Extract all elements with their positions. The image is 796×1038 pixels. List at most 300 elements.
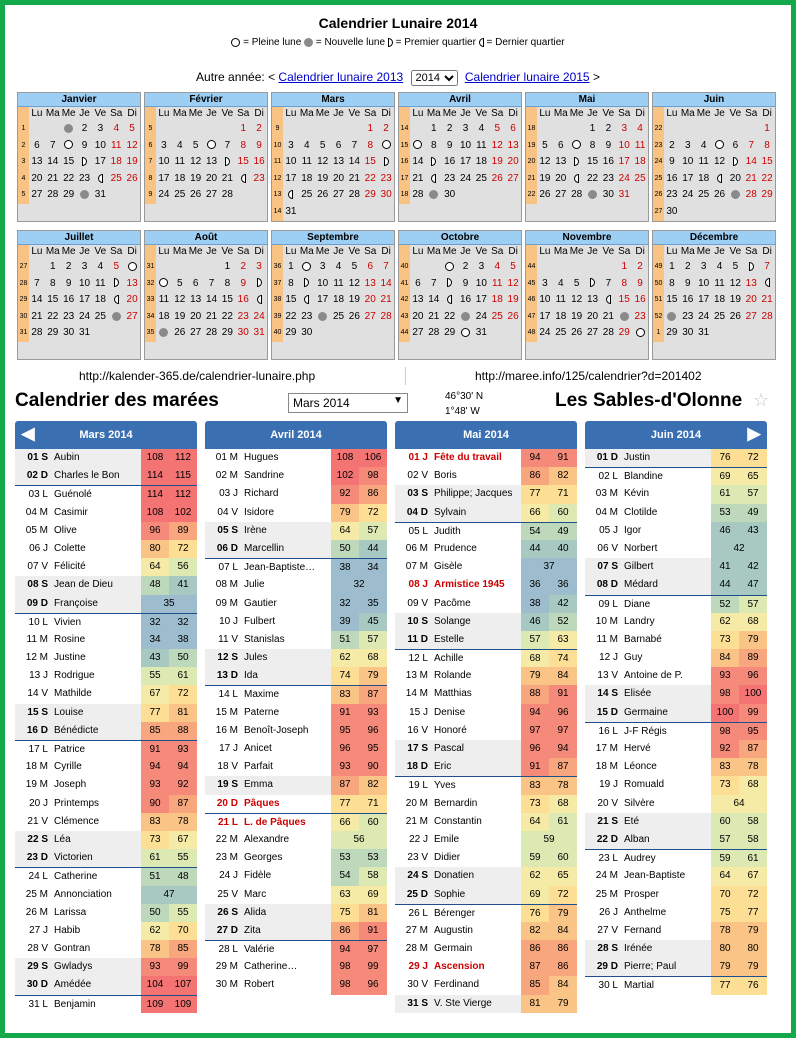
tide-coef: 98 [331,958,359,976]
day-cell [727,204,743,221]
day-cell: 28 [745,189,757,201]
tide-coef: 93 [359,704,387,722]
tide-coef: 86 [521,467,549,485]
day-cell: 4 [335,261,342,272]
day-cell: 16 [682,294,694,306]
tide-coef: 73 [711,631,739,649]
day-cell: 23 [253,172,265,184]
prev-year-link[interactable]: Calendrier lunaire 2013 [278,70,404,84]
day-cell: 26 [507,310,519,322]
day-cell: 8 [224,277,231,289]
day-cell [188,121,204,138]
tide-coef: 93 [141,958,169,976]
week-number: 39 [272,309,283,326]
lunar-month-6: Juin Lu Ma Me Je Ve Sa Di 22 1 23 2 3 4 6 7 8 24 9 10 11 12 14 15 25 16 17 18 20 21 22 26 23 24 25 26 28 29 27 30 [652,92,776,222]
tide-row [15,631,197,649]
week-number: 7 [145,154,156,171]
week-number: 45 [526,276,537,293]
tide-coef: 93 [169,741,197,758]
day-cell [156,325,172,342]
tide-row [205,649,387,667]
lunar-month-1: Janvier Lu Ma Me Je Ve Sa Di 1 2 3 4 5 2 6 7 9 10 11 12 3 13 14 15 17 18 19 4 20 21 22 23 25 26 5 27 28 29 31 [17,92,141,222]
week-number: 36 [272,259,283,276]
saint-name: Emma [244,779,273,791]
lunar-month-name: Juin [653,93,775,107]
tide-date: 03 M [595,488,618,500]
tide-row [205,667,387,685]
day-cell: 22 [47,310,59,322]
tide-coef: 87 [331,776,359,794]
tide-date: 21 M [405,815,428,827]
day-cell [458,187,474,204]
day-cell [188,259,204,276]
week-number: 30 [18,309,29,326]
tide-date: 25 M [595,888,618,900]
saint-name: Léa [54,833,71,845]
week-number: 28 [18,276,29,293]
tide-date: 11 V [218,633,238,645]
saint-name: Barnabé [624,633,662,645]
week-number: 25 [653,171,664,188]
day-cell: 9 [81,139,88,151]
tide-row [205,958,387,976]
day-cell: 19 [190,172,202,184]
day-cell [489,187,505,204]
full-moon-icon [413,140,422,149]
saint-name: Solange [434,615,471,627]
day-cell: 12 [729,277,741,289]
tide-date: 30 L [598,980,618,992]
tide-coef: 95 [359,740,387,758]
week-number: 44 [526,259,537,276]
day-cell [585,259,601,276]
day-cell: 15 [666,294,678,306]
tide-coef: 61 [141,849,169,867]
tide-coef: 46 [521,613,549,631]
day-cell: 1 [288,261,294,272]
day-cell [727,325,743,342]
day-cell: 21 [761,294,773,306]
tide-date: 19 J [599,779,618,791]
day-cell: 31 [285,205,297,217]
tide-coef: 96 [359,722,387,740]
day-cell [283,121,299,138]
day-cell: 30 [682,327,694,339]
day-cell: 29 [761,189,773,201]
day-cell [632,325,648,342]
saint-name: Victorien [54,852,93,864]
page [5,5,791,1033]
saint-name: Joseph [54,779,87,791]
day-cell: 9 [605,139,612,151]
day-cell: 13 [364,277,376,289]
tide-date: 04 D [406,506,428,518]
day-cell: 19 [126,156,138,168]
tide-row [205,595,387,613]
tide-row [15,704,197,722]
day-cell: 24 [698,310,710,322]
saint-name: Aubin [54,452,80,463]
next-year-link[interactable]: Calendrier lunaire 2015 [464,70,590,84]
day-cell: 2 [605,123,612,134]
tide-coef: 79 [739,958,767,976]
saint-name: Philippe; Jacques [434,488,513,500]
day-cell: 29 [444,327,456,339]
tide-coef: 91 [331,704,359,722]
tide-coef: 79 [521,667,549,685]
tide-row [205,576,387,594]
tide-row [205,449,387,467]
week-number: 20 [526,154,537,171]
tide-coef: 35 [141,595,197,613]
tide-coef: 85 [141,722,169,740]
tide-coef: 98 [359,467,387,485]
tide-coef: 112 [169,449,197,467]
tide-date: 27 D [216,924,238,936]
day-cell: 13 [205,156,218,168]
tide-coef: 72 [359,504,387,522]
tide-coef: 79 [549,905,577,922]
saint-name: Sandrine [244,470,285,482]
full-moon-icon [64,140,73,149]
tide-month-header: Mars 2014 ◀ [15,421,197,449]
saint-name: Didier [434,852,461,864]
first-quarter-icon [304,278,309,287]
day-cell: 25 [491,310,503,322]
week-number: 24 [653,154,664,171]
tide-date: 30 D [26,979,48,991]
tide-coef: 55 [169,904,197,922]
saint-name: Germain [434,943,473,955]
tide-coef: 96 [521,740,549,758]
day-cell: 31 [78,327,91,339]
prev-month-icon[interactable]: ◀ [21,424,35,443]
tide-date: 25 V [217,888,238,900]
full-moon-icon [128,262,137,271]
day-cell [299,259,315,276]
tide-row [205,558,387,576]
day-cell: 16 [602,156,614,168]
tide-coef: 88 [521,685,549,703]
day-cell [426,154,442,171]
tide-coef: 70 [711,886,739,904]
tide-date: 29 D [596,961,618,973]
week-number: 22 [526,187,537,204]
tide-date: 07 L [218,562,238,574]
tide-coef: 98 [711,723,739,740]
day-cell: 19 [539,172,551,184]
tide-coef: 86 [549,958,577,976]
day-cell [680,121,696,138]
first-quarter-icon [114,278,119,287]
tide-row [15,504,197,522]
tide-row [585,813,767,831]
saint-name: Donatien [434,870,475,882]
tide-date: 20 V [597,797,618,809]
saint-name: Annonciation [54,888,112,900]
tide-date: 01 M [215,452,238,463]
tide-coef: 94 [331,941,359,958]
day-cell: 21 [428,310,440,322]
day-cell: 8 [240,139,246,151]
day-cell [61,138,77,155]
saint-name: Françoise [54,597,98,609]
day-cell: 15 [285,294,297,306]
month-select[interactable]: Mars 2014 ▼ [288,393,408,413]
saint-name: Gontran [54,943,91,955]
day-cell: 25 [301,189,313,201]
tide-coef: 82 [521,922,549,940]
day-cell [331,204,347,221]
week-number: 5 [18,187,29,204]
day-cell: 7 [34,277,40,289]
tide-month-3 [395,421,577,1013]
day-cell [712,121,728,138]
tide-date: 31 L [28,998,48,1010]
saint-name: Fidèle [244,870,272,882]
day-cell [204,259,220,276]
tide-row [585,958,767,976]
last-quarter-icon [257,295,262,304]
day-cell: 7 [764,261,770,272]
week-number: 6 [145,138,156,155]
day-cell: 29 [63,189,75,201]
tide-date: 18 V [217,761,238,773]
saint-name: Vivien [54,616,82,628]
tide-coef: 68 [739,613,767,631]
tide-date: 26 M [25,906,48,918]
day-cell: 11 [555,294,566,306]
tide-row [585,758,767,776]
saint-name: Paterne [244,706,280,718]
tide-coef: 68 [549,795,577,813]
week-number: 31 [145,259,156,276]
last-quarter-icon [98,174,103,183]
tide-coef: 62 [521,867,549,885]
day-cell: 31 [94,189,106,201]
saint-name: Fulbert [244,615,276,627]
day-cell [696,121,712,138]
first-quarter-icon [574,157,579,166]
tide-coef: 44 [359,540,387,558]
tide-date: 19 M [25,779,48,791]
tide-date: 25 M [25,888,48,900]
day-cell: 30 [301,327,313,339]
tide-coef: 71 [549,485,577,503]
day-cell: 25 [698,189,710,201]
day-cell: 8 [431,139,437,151]
tide-date: 13 V [597,670,618,682]
day-cell: 9 [240,277,246,289]
day-cell: 2 [446,123,453,134]
day-cell: 11 [111,139,122,151]
tide-date: 18 M [595,761,618,773]
tide-date: 26 S [217,906,238,918]
week-number: 19 [526,138,537,155]
day-cell: 28 [31,327,43,339]
tide-date: 20 D [216,797,238,809]
day-cell [108,325,124,342]
day-cell: 27 [586,327,599,339]
tide-coef: 36 [521,576,549,594]
day-cell: 2 [685,261,691,272]
tide-row [15,667,197,685]
day-cell: 31 [475,327,487,339]
saint-name: Jules [244,652,268,664]
day-cell: 27 [126,310,138,322]
tide-coef: 93 [141,776,169,794]
day-cell [505,187,521,204]
tide-row [15,867,197,885]
saint-name: J-F Régis [624,725,667,737]
day-cell: 19 [491,156,503,168]
tide-row [205,922,387,940]
favorite-star-icon[interactable]: ☆ [753,390,770,410]
tide-row [585,704,767,722]
legend-new: = Nouvelle lune [315,37,386,48]
new-moon-icon [80,190,89,199]
day-cell: 21 [47,172,59,184]
day-cell: 14 [31,294,43,306]
day-cell [331,121,347,138]
week-number: 16 [399,154,410,171]
saint-name: Gwladys [54,961,93,973]
day-cell: 28 [221,189,233,201]
day-cell: 18 [698,172,710,184]
tide-date: 28 L [218,944,238,956]
tide-coef: 83 [521,777,549,794]
tide-coef: 87 [359,686,387,703]
tide-coef: 56 [169,558,197,576]
tide-row [585,976,767,994]
tide-row [395,831,577,849]
week-number: 35 [145,325,156,342]
day-cell: 27 [190,327,202,339]
day-cell [299,292,315,309]
first-quarter-icon [733,157,738,166]
lunar-month-name: Février [145,93,267,107]
day-cell: 19 [507,294,519,306]
day-cell: 8 [589,139,596,151]
day-cell: 2 [65,261,72,272]
day-cell: 26 [190,189,202,201]
tide-coef: 64 [711,867,739,885]
tide-coef: 62 [331,649,359,667]
day-cell: 13 [126,277,138,289]
tide-date: 21 S [597,815,618,827]
day-cell [61,121,77,138]
tide-coef: 94 [549,740,577,758]
day-cell: 7 [431,277,437,289]
day-cell: 22 [63,172,75,184]
lunar-month-name: Mars [272,93,394,107]
day-cell [108,276,124,293]
day-cell: 4 [700,139,707,151]
year-select[interactable] [411,70,458,86]
day-cell: 12 [507,277,519,289]
day-cell [124,259,140,276]
day-cell: 4 [177,139,183,151]
tide-coef: 90 [359,758,387,776]
day-cell: 23 [301,310,313,322]
day-cell [362,325,378,342]
tide-date: 25 D [406,888,428,900]
tide-coef: 102 [169,504,197,522]
day-cell: 10 [539,294,551,306]
saint-name: Gautier [244,597,277,609]
tide-coef: 63 [331,886,359,904]
saint-name: Robert [244,979,275,991]
tide-coef: 72 [739,449,767,467]
tide-row [395,595,577,613]
tide-coef: 38 [331,559,359,576]
day-cell: 24 [459,172,472,184]
tide-month-1 [15,421,197,1013]
day-cell: 8 [288,277,294,289]
tide-coef: 91 [549,685,577,703]
day-cell: 1 [50,261,56,272]
tide-coef: 52 [711,596,739,613]
tide-date: 05 M [25,524,48,536]
tide-coef: 52 [549,613,577,631]
tide-coef: 82 [549,467,577,485]
tide-row [15,776,197,794]
day-cell: 20 [126,294,138,306]
day-cell: 30 [237,327,249,339]
tide-row [205,685,387,703]
week-number: 1 [653,325,664,342]
day-cell: 10 [698,277,710,289]
week-number: 5 [145,121,156,138]
tide-coef: 114 [141,486,169,503]
tide-row [15,558,197,576]
lunar-month-12: Décembre Lu Ma Me Je Ve Sa Di 49 1 2 3 4 5 7 50 8 9 10 11 12 13 51 15 16 17 18 19 20 21 52 23 24 25 26 27 28 1 29 30 31 [652,230,776,360]
day-cell: 18 [110,156,122,168]
week-number: 14 [399,121,410,138]
saint-name: Anthelme [624,906,667,918]
saint-name: Stanislas [244,633,285,645]
next-month-icon[interactable]: ▶ [747,424,761,443]
day-cell: 24 [475,310,487,322]
tide-date: 30 V [407,979,428,991]
last-quarter-icon [447,295,452,304]
day-cell [315,309,331,326]
week-number: 46 [526,292,537,309]
day-cell: 7 [208,277,215,289]
day-cell: 14 [428,294,440,306]
tide-coef: 108 [141,449,169,467]
tide-coef: 78 [711,922,739,940]
tide-coef: 61 [549,813,577,831]
day-cell [473,187,489,204]
day-cell: 23 [380,172,392,184]
saint-name: Patrice [54,744,86,755]
day-cell: 18 [158,310,170,322]
day-cell: 21 [205,310,218,322]
week-number: 27 [653,204,664,221]
day-cell [616,309,632,326]
full-moon-icon [461,328,470,337]
tide-coef: 32 [331,595,359,613]
day-cell: 20 [205,172,218,184]
day-cell: 5 [177,277,183,289]
full-moon-icon [445,262,454,271]
day-cell: 27 [31,189,43,201]
saint-name: Louise [54,706,84,718]
day-cell: 5 [542,139,548,151]
tide-coef: 62 [711,613,739,631]
day-cell: 11 [95,277,106,289]
